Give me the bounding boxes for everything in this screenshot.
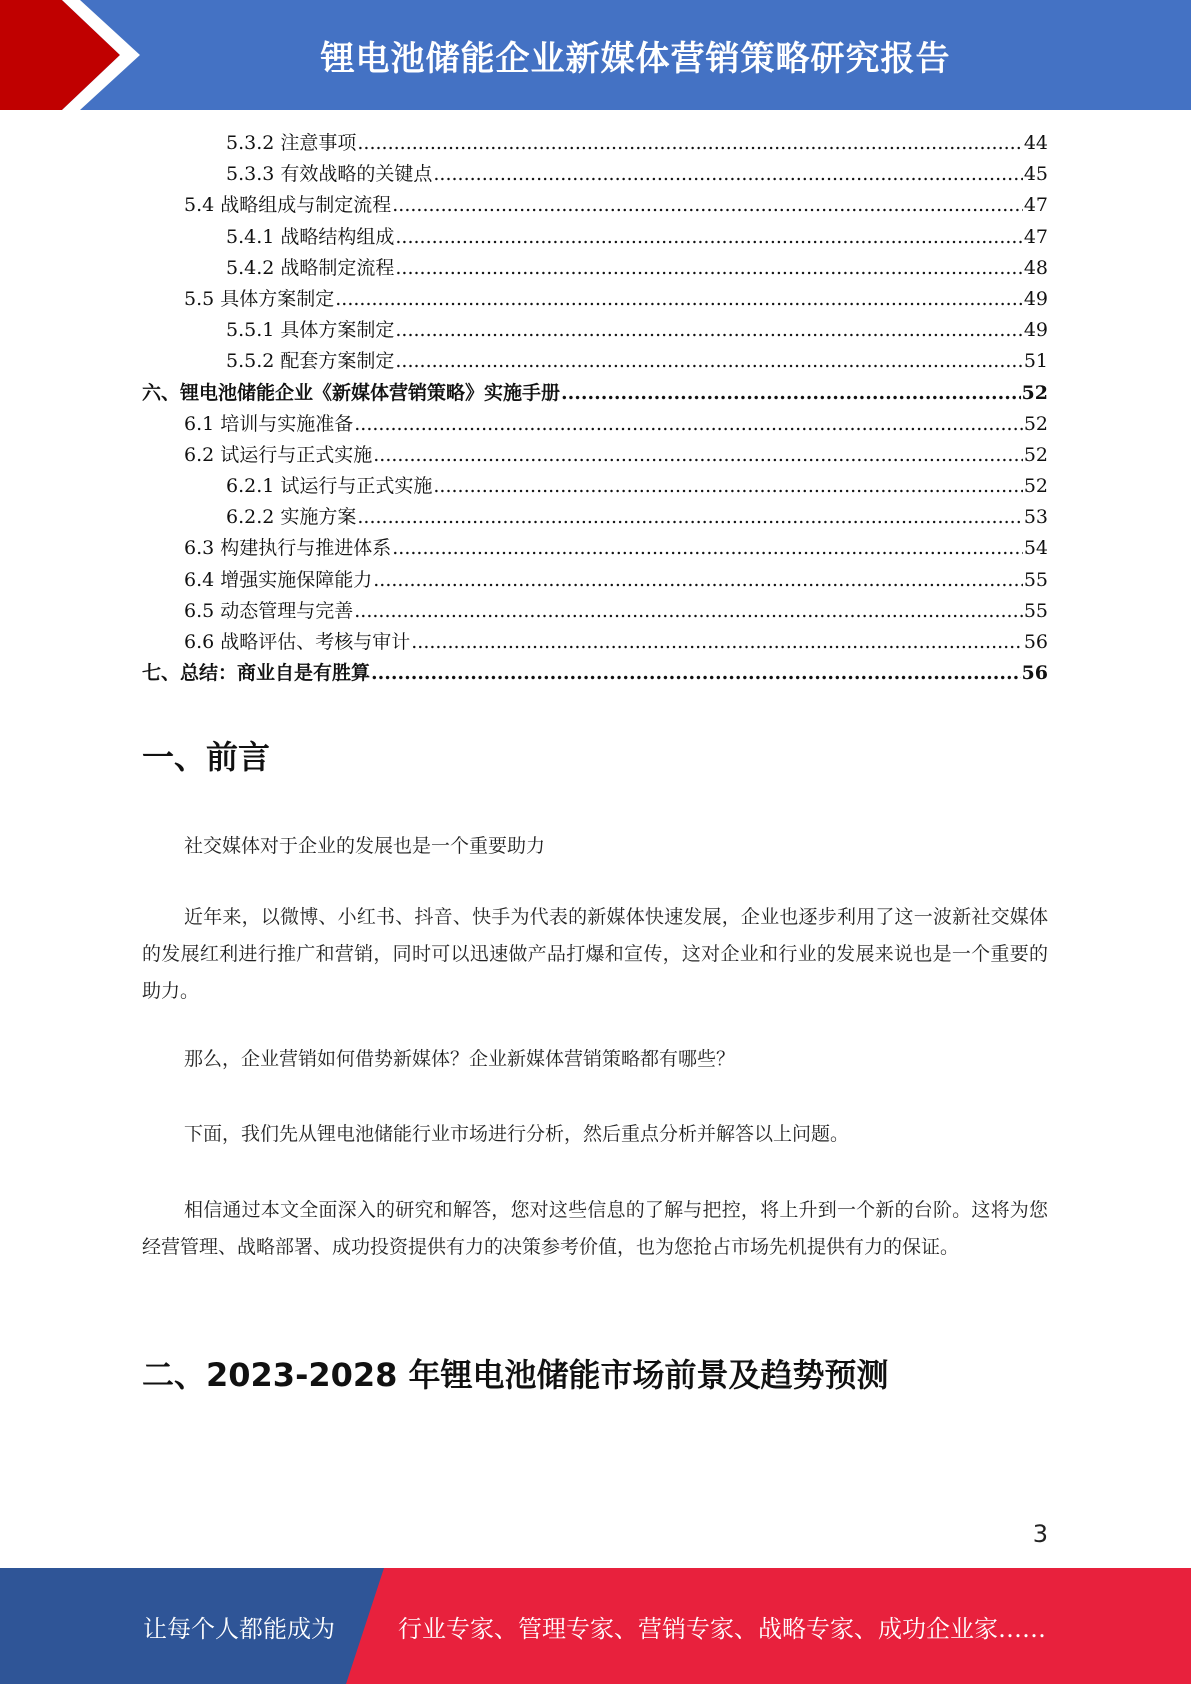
page-number: 3 [1032,1520,1048,1548]
toc-entry[interactable] [142,440,1048,471]
toc-entry[interactable] [142,378,1048,409]
paragraph: 相信通过本文全面深入的研究和解答，您对这些信息的了解与把控，将上升到一个新的台阶。这将为您经营管理、战略部署、成功投资提供有力的决策参考价值，也为您抢占市场先机提供有力的保证。 [142,1199,1048,1258]
toc-entry-page: 53 [1023,506,1048,529]
toc-entry-page: 47 [1023,225,1048,248]
toc-entry-page: 54 [1023,537,1048,560]
paragraph: 下面，我们先从锂电池储能行业市场进行分析，然后重点分析并解答以上问题。 [184,1123,850,1145]
toc-dot-leader [561,378,1021,409]
toc-dot-leader [433,471,1022,502]
toc-dot-leader [433,159,1022,190]
paragraph: 那么，企业营销如何借势新媒体？企业新媒体营销策略都有哪些？ [184,1048,736,1070]
toc-entry-page: 45 [1023,163,1048,186]
toc-entry-title: 6.4 增强实施保障能力 [184,568,373,591]
toc-entry-page: 49 [1023,319,1048,342]
page-footer [0,1568,1191,1684]
toc-entry[interactable] [142,596,1048,627]
toc-entry[interactable] [142,315,1048,346]
paragraph: 社交媒体对于企业的发展也是一个重要助力 [184,835,546,857]
toc-entry-title: 5.5 具体方案制定 [184,287,335,310]
toc-entry-title: 5.5.1 具体方案制定 [226,319,395,342]
toc-entry-page: 55 [1023,568,1048,591]
toc-dot-leader [373,440,1023,471]
toc-entry-title: 七、总结：商业自是有胜算 [142,662,371,685]
toc-entry-title: 5.3.2 注意事项 [226,132,357,154]
toc-dot-leader [357,502,1022,533]
toc-dot-leader [354,596,1023,627]
toc-entry[interactable] [142,409,1048,440]
toc-dot-leader [392,533,1023,564]
toc-entry[interactable] [142,346,1048,377]
toc-entry-title: 6.2.2 实施方案 [226,506,357,529]
toc-entry-page: 56 [1023,631,1048,653]
footer-slogan-right: 行业专家、管理专家、营销专家、战略专家、成功企业家…… [398,1614,1046,1643]
toc-entry[interactable] [142,627,1048,658]
toc-dot-leader [395,315,1022,346]
toc-dot-leader [392,190,1023,221]
toc-dot-leader [335,284,1023,315]
toc-entry-title: 5.4 战略组成与制定流程 [184,194,392,217]
toc-entry-title: 6.5 动态管理与完善 [184,599,354,622]
toc-entry-page: 52 [1021,381,1048,404]
toc-entry-title: 6.2.1 试运行与正式实施 [226,475,433,498]
toc-entry-title: 6.2 试运行与正式实施 [184,443,373,466]
toc-entry-page: 52 [1023,475,1048,498]
toc-dot-leader [395,222,1022,253]
toc-entry[interactable] [142,159,1048,190]
toc-entry[interactable] [142,565,1048,596]
toc-entry-page: 52 [1023,412,1048,435]
page-header [0,0,1191,110]
toc-dot-leader [395,346,1022,377]
toc-entry[interactable] [142,222,1048,253]
toc-dot-leader [395,253,1022,284]
toc-entry[interactable] [142,502,1048,533]
toc-entry[interactable] [142,658,1048,689]
section-heading-market-forecast: 二、2023-2028 年锂电池储能市场前景及趋势预测 [142,1356,889,1394]
toc-entry-page: 51 [1023,350,1048,373]
toc-entry[interactable] [142,284,1048,315]
toc-entry-page: 52 [1023,443,1048,466]
toc-entry-title: 5.4.1 战略结构组成 [226,225,395,248]
toc-entry[interactable] [142,471,1048,502]
toc-entry-page: 49 [1023,287,1048,310]
toc-entry[interactable] [142,533,1048,564]
header-arrow-decoration [0,0,160,110]
toc-entry-page: 47 [1023,194,1048,217]
toc-dot-leader [373,565,1023,596]
paragraph: 近年来，以微博、小红书、抖音、快手为代表的新媒体快速发展，企业也逐步利用了这一波新社交媒体的发展红利进行推广和营销，同时可以迅速做产品打爆和宣传，这对企业和行业的发展来说也是一个重要的助力。 [142,906,1048,1002]
toc-entry-page: 44 [1023,132,1048,154]
toc-entry-title: 5.4.2 战略制定流程 [226,256,395,279]
toc-dot-leader [354,409,1023,440]
toc-entry-page: 55 [1023,599,1048,622]
toc-entry-page: 56 [1021,662,1048,685]
section-heading-preface: 一、前言 [142,738,271,776]
toc-entry[interactable] [142,190,1048,221]
toc-entry-title: 6.1 培训与实施准备 [184,412,354,435]
toc-entry-title: 六、锂电池储能企业《新媒体营销策略》实施手册 [142,381,561,404]
toc-entry-title: 6.3 构建执行与推进体系 [184,537,392,560]
toc-entry-title: 6.6 战略评估、考核与审计 [184,631,411,653]
toc-entry-title: 5.3.3 有效战略的关键点 [226,163,433,186]
toc-entry[interactable] [142,128,1048,159]
toc-dot-leader [371,658,1021,689]
footer-slogan-left: 让每个人都能成为 [143,1614,335,1643]
toc-dot-leader [357,128,1022,159]
toc-entry[interactable] [142,253,1048,284]
toc-dot-leader [411,627,1023,658]
toc-entry-page: 48 [1023,256,1048,279]
toc-entry-title: 5.5.2 配套方案制定 [226,350,395,373]
table-of-contents [142,128,1048,689]
report-title: 锂电池储能企业新媒体营销策略研究报告 [320,38,951,79]
